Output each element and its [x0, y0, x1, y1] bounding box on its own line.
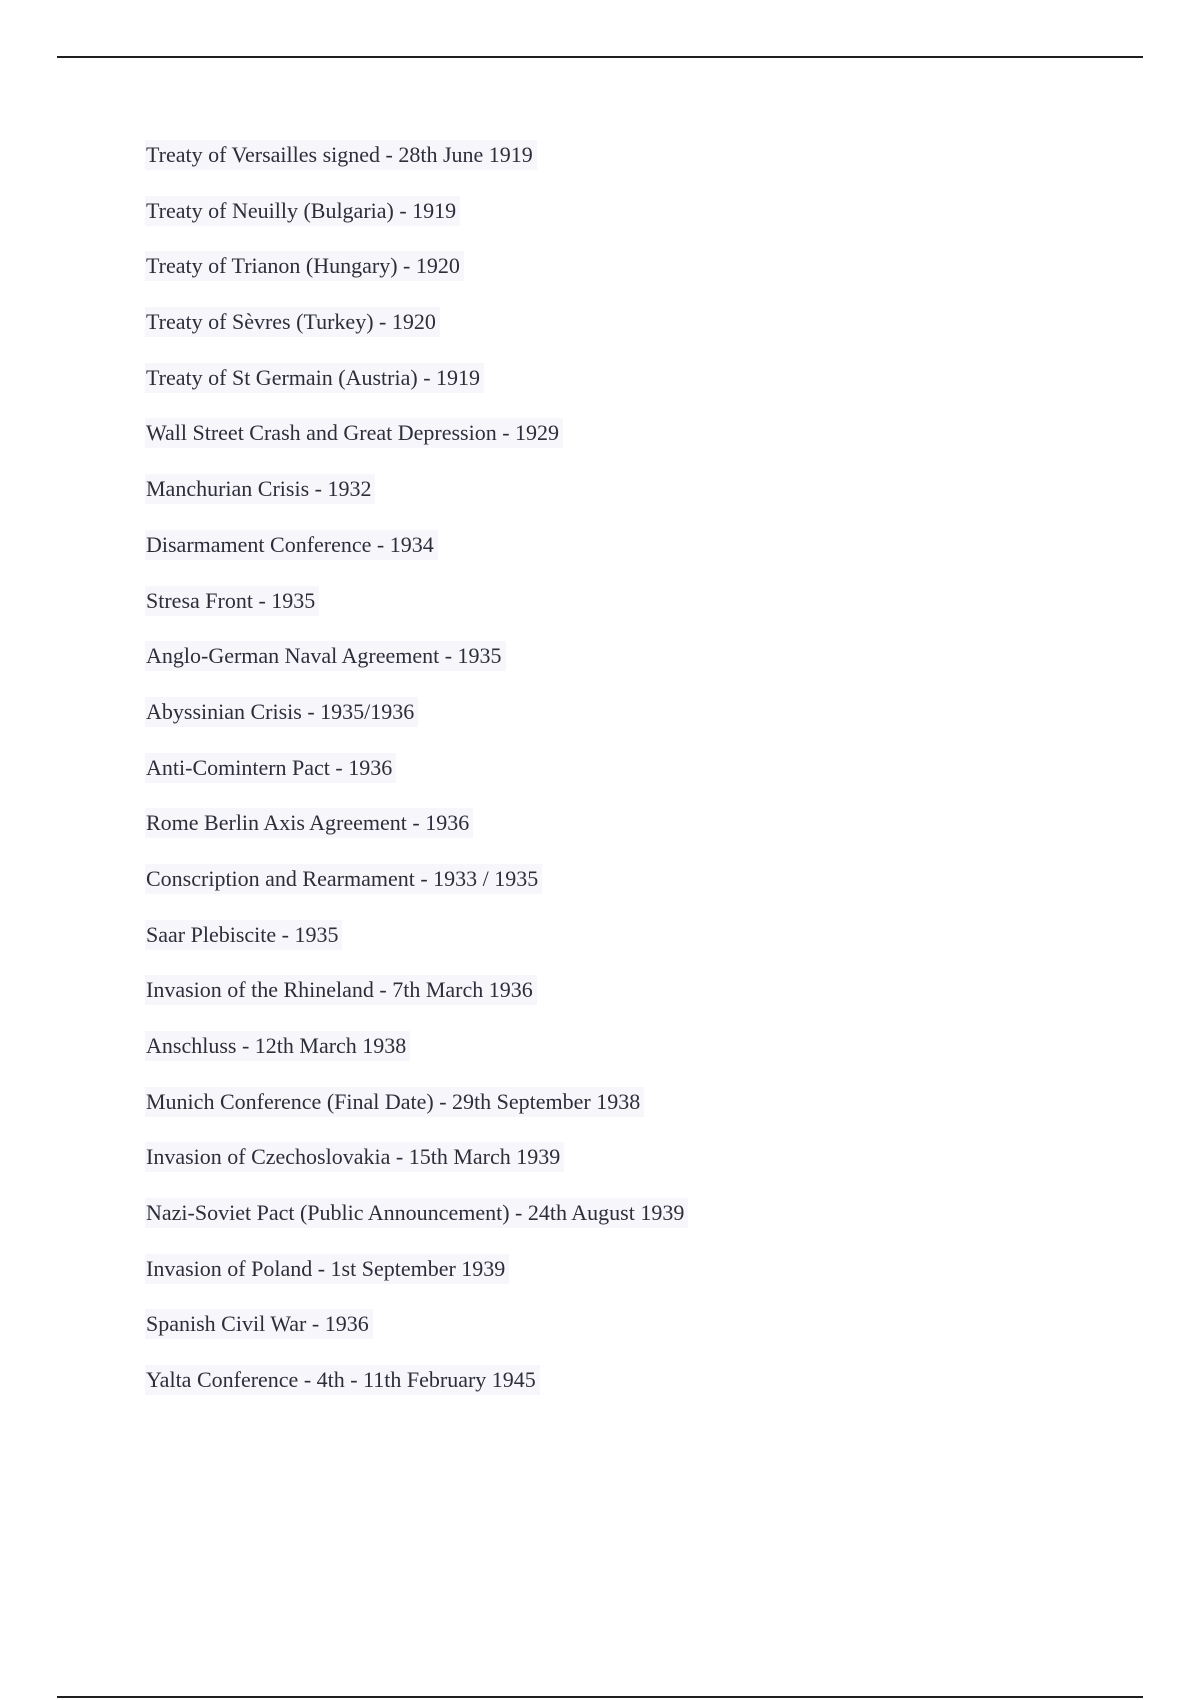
event-text: Treaty of Versailles signed - 28th June 1919 — [145, 140, 537, 170]
list-item — [145, 1254, 688, 1310]
list-item — [145, 530, 688, 586]
list-item — [145, 474, 688, 530]
event-text: Invasion of the Rhineland - 7th March 1936 — [145, 975, 537, 1005]
list-item — [145, 586, 688, 642]
event-text: Invasion of Poland - 1st September 1939 — [145, 1254, 509, 1284]
list-item — [145, 975, 688, 1031]
event-text: Manchurian Crisis - 1932 — [145, 474, 375, 504]
event-text: Rome Berlin Axis Agreement - 1936 — [145, 808, 473, 838]
event-text: Stresa Front - 1935 — [145, 586, 319, 616]
event-text: Spanish Civil War - 1936 — [145, 1309, 373, 1339]
event-text: Treaty of St Germain (Austria) - 1919 — [145, 363, 484, 393]
list-item — [145, 196, 688, 252]
event-text: Treaty of Sèvres (Turkey) - 1920 — [145, 307, 440, 337]
list-item — [145, 140, 688, 196]
event-text: Wall Street Crash and Great Depression - 1929 — [145, 418, 563, 448]
event-text: Abyssinian Crisis - 1935/1936 — [145, 697, 418, 727]
list-item — [145, 1198, 688, 1254]
event-text: Invasion of Czechoslovakia - 15th March 1939 — [145, 1142, 564, 1172]
event-text: Anglo-German Naval Agreement - 1935 — [145, 641, 506, 671]
event-text: Saar Plebiscite - 1935 — [145, 920, 342, 950]
event-text: Anti-Comintern Pact - 1936 — [145, 753, 396, 783]
event-list — [145, 140, 688, 1421]
event-text: Nazi-Soviet Pact (Public Announcement) - 24th August 1939 — [145, 1198, 688, 1228]
list-item — [145, 753, 688, 809]
list-item — [145, 1365, 688, 1421]
event-text: Treaty of Neuilly (Bulgaria) - 1919 — [145, 196, 460, 226]
event-text: Disarmament Conference - 1934 — [145, 530, 438, 560]
event-text: Treaty of Trianon (Hungary) - 1920 — [145, 251, 464, 281]
list-item — [145, 1031, 688, 1087]
list-item — [145, 307, 688, 363]
list-item — [145, 920, 688, 976]
bottom-rule — [57, 1696, 1143, 1698]
event-text: Conscription and Rearmament - 1933 / 1935 — [145, 864, 542, 894]
list-item — [145, 1087, 688, 1143]
list-item — [145, 864, 688, 920]
list-item — [145, 808, 688, 864]
event-text: Munich Conference (Final Date) - 29th September 1938 — [145, 1087, 644, 1117]
event-text: Anschluss - 12th March 1938 — [145, 1031, 410, 1061]
list-item — [145, 697, 688, 753]
list-item — [145, 418, 688, 474]
list-item — [145, 1142, 688, 1198]
list-item — [145, 1309, 688, 1365]
list-item — [145, 641, 688, 697]
list-item — [145, 251, 688, 307]
top-rule — [57, 56, 1143, 58]
event-text: Yalta Conference - 4th - 11th February 1945 — [145, 1365, 540, 1395]
list-item — [145, 363, 688, 419]
